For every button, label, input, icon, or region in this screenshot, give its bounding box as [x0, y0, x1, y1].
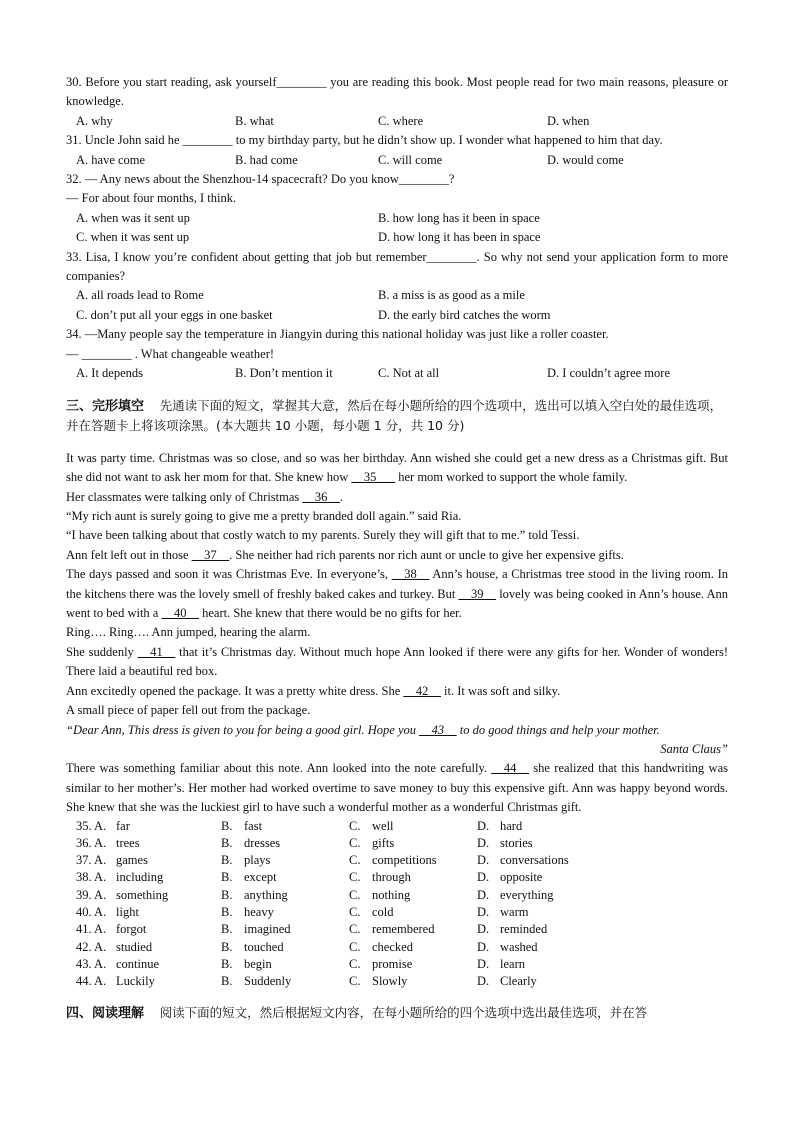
option-c: well — [372, 818, 394, 833]
passage-text: It was party time. Christmas was so close, and so was her birthday. Ann wished she could get a new dress as a Christmas gift. But she did not want to ask her mom for that. She knew how — [66, 450, 728, 485]
section-3-title: 三、完形填空 — [66, 398, 145, 414]
option-letter-c: C. — [349, 870, 361, 885]
q30-option-c: C. where — [378, 113, 424, 128]
option-b: heavy — [244, 905, 274, 920]
option-letter-c: C. — [349, 922, 361, 937]
option-letter-d: D. — [477, 887, 490, 902]
option-c: checked — [372, 939, 413, 954]
question-number: 44. A. — [76, 974, 107, 989]
option-letter-c: C. — [349, 835, 361, 850]
note-text: “Dear Ann, This dress is given to you for being a good girl. Hope you — [66, 722, 420, 737]
section-4-heading — [66, 1003, 728, 1023]
section-4-title: 四、阅读理解 — [66, 1005, 145, 1021]
option-c: remembered — [372, 922, 435, 937]
section-4-instruction: 阅读下面的短文，然后根据短文内容，在每小题所给的四个选项中选出最佳选项，并在答 — [159, 1004, 648, 1020]
option-c: Slowly — [372, 974, 408, 989]
option-b: anything — [244, 887, 288, 902]
q31-option-c: C. will come — [378, 152, 443, 167]
q34-option-b: B. Don’t mention it — [235, 366, 333, 381]
q30-option-a: A. why — [76, 113, 113, 128]
note-text: to do good things and help your mother. — [456, 722, 660, 737]
q31-option-a: A. have come — [76, 152, 146, 167]
option-a: forgot — [116, 922, 147, 937]
option-c: cold — [372, 905, 394, 920]
option-a: something — [116, 887, 169, 902]
passage-text: that it’s Christmas day. Without much hope Ann looked if there were any gifts for her. Wonder of wonders! There laid a beautiful red box. — [66, 644, 729, 679]
passage-paragraph-9 — [66, 682, 728, 701]
q31-option-d: D. would come — [547, 152, 624, 167]
q33-option-c: C. don’t put all your eggs in one basket — [76, 307, 273, 322]
passage-text: heart. She knew that there would be no gifts for her. — [198, 606, 462, 621]
question-32-options-row1 — [66, 209, 728, 228]
option-letter-b: B. — [221, 853, 233, 868]
option-letter-b: B. — [221, 905, 233, 920]
question-31-options — [66, 151, 728, 170]
option-letter-c: C. — [349, 818, 361, 833]
q32-option-a: A. when was it sent up — [76, 210, 190, 225]
q32-option-b: B. how long has it been in space — [378, 210, 540, 225]
passage-text: it. It was soft and silky. — [440, 683, 561, 698]
q30-option-d: D. when — [547, 113, 590, 128]
option-b: fast — [244, 818, 263, 833]
option-b: begin — [244, 956, 272, 971]
option-letter-b: B. — [221, 956, 233, 971]
blank-40: __40__ — [161, 606, 199, 621]
section-3-heading — [66, 396, 728, 437]
question-number: 39. A. — [76, 887, 107, 902]
option-d: hard — [500, 818, 523, 833]
option-d: washed — [500, 939, 538, 954]
passage-text: There was something familiar about this note. Ann looked into the note carefully. — [66, 761, 492, 776]
question-30-options — [66, 112, 728, 131]
question-number: 37. A. — [76, 853, 107, 868]
option-a: far — [116, 818, 130, 833]
santa-signature: Santa Claus” — [660, 741, 728, 756]
passage-text: She suddenly — [66, 644, 138, 659]
options-row — [66, 818, 605, 835]
passage-text: lovely was being cooked in Ann’s house. Ann went to bed with a — [66, 586, 729, 621]
section-3-instruction: 先通读下面的短文，掌握其大意，然后在每小题所给的四个选项中，选出可以填入空白处的最佳选项，并在答题卡上将该项涂黑。(本大题共 10 小题，每小题 1 分，共 10 分) — [66, 397, 723, 433]
option-letter-d: D. — [477, 818, 490, 833]
blank-35: __35___ — [351, 470, 396, 485]
q33-option-a: A. all roads lead to Rome — [76, 288, 204, 303]
question-32-stem: 32. — Any news about the Shenzhou-14 spacecraft? Do you know________? — [66, 172, 455, 187]
option-d: Clearly — [500, 974, 537, 989]
option-letter-c: C. — [349, 887, 361, 902]
passage-text: . — [339, 489, 344, 504]
question-number: 41. A. — [76, 922, 107, 937]
blank-36: __36__ — [302, 489, 340, 504]
option-letter-b: B. — [221, 818, 233, 833]
question-number: 35. A. — [76, 818, 107, 833]
option-letter-c: C. — [349, 905, 361, 920]
option-letter-b: B. — [221, 835, 233, 850]
option-d: warm — [500, 905, 529, 920]
option-letter-d: D. — [477, 922, 490, 937]
option-b: dresses — [244, 835, 281, 850]
option-b: imagined — [244, 922, 291, 937]
q30-option-b: B. what — [235, 113, 274, 128]
option-c: promise — [372, 956, 413, 971]
passage-paragraph-1 — [66, 449, 728, 488]
option-letter-d: D. — [477, 905, 490, 920]
blank-38: __38__ — [391, 567, 430, 582]
question-33-options-row2 — [66, 306, 728, 325]
question-32-options-row2 — [66, 228, 728, 247]
option-d: learn — [500, 956, 525, 971]
blank-39: __39__ — [458, 586, 497, 601]
option-d: conversations — [500, 853, 569, 868]
question-33-options-row1 — [66, 286, 728, 305]
passage-paragraph-3: “My rich aunt is surely going to give me a pretty branded doll again.” said Ria. — [66, 509, 462, 524]
passage-paragraph-10: A small piece of paper fell out from the package. — [66, 703, 311, 718]
q32-option-d: D. how long it has been in space — [378, 230, 541, 245]
passage-text: Her classmates were talking only of Christmas — [66, 489, 303, 504]
question-32-reply: — For about four months, I think. — [66, 191, 237, 206]
option-letter-d: D. — [477, 974, 490, 989]
q31-option-b: B. had come — [235, 152, 298, 167]
q34-option-d: D. I couldn’t agree more — [547, 366, 670, 381]
santa-note — [66, 721, 728, 740]
question-34-options — [66, 364, 728, 383]
option-a: continue — [116, 956, 160, 971]
question-number: 42. A. — [76, 939, 107, 954]
exam-page — [66, 73, 728, 1023]
option-letter-d: D. — [477, 956, 490, 971]
option-letter-d: D. — [477, 835, 490, 850]
option-c: nothing — [372, 887, 411, 902]
option-letter-d: D. — [477, 870, 490, 885]
option-a: light — [116, 905, 139, 920]
question-33-stem: 33. Lisa, I know you’re confident about getting that job but remember________. So why not send your application form to more companies? — [66, 249, 728, 284]
passage-paragraph-7: Ring…. Ring…. Ann jumped, hearing the alarm. — [66, 625, 311, 640]
option-letter-b: B. — [221, 887, 233, 902]
passage-text: The days passed and soon it was Christmas Eve. In everyone’s, — [66, 567, 392, 582]
q34-option-c: C. Not at all — [378, 366, 440, 381]
q32-option-c: C. when it was sent up — [76, 230, 190, 245]
option-letter-d: D. — [477, 853, 490, 868]
passage-paragraph-2 — [66, 488, 728, 507]
passage-text: her mom worked to support the whole family. — [395, 470, 628, 485]
option-letter-b: B. — [221, 922, 233, 937]
option-d: stories — [500, 835, 533, 850]
blank-44: __44__ — [491, 761, 529, 776]
option-d: reminded — [500, 922, 548, 937]
option-d: opposite — [500, 870, 543, 885]
options-row — [66, 921, 605, 938]
passage-text: Ann felt left out in those — [66, 547, 192, 562]
passage-text: . She neither had rich parents nor rich aunt or uncle to give her expensive gifts. — [229, 547, 624, 562]
question-30-stem: 30. Before you start reading, ask yourself________ you are reading this book. Most people read for two main reasons, pleasure or knowledge. — [66, 75, 728, 109]
option-letter-c: C. — [349, 974, 361, 989]
option-a: Luckily — [116, 974, 155, 989]
option-letter-d: D. — [477, 939, 490, 954]
passage-text: Ann’s house, a Christmas tree stood in the living room. In the kitchens there was the lovely smell of freshly baked cakes and turkey. But — [66, 567, 728, 601]
options-row — [66, 869, 605, 886]
option-letter-b: B. — [221, 870, 233, 885]
q34-option-a: A. It depends — [76, 366, 143, 381]
options-row — [66, 939, 605, 956]
option-c: through — [372, 870, 411, 885]
option-b: Suddenly — [244, 974, 292, 989]
passage-text: Ann excitedly opened the package. It was a pretty white dress. She — [66, 683, 404, 698]
question-31-stem: 31. Uncle John said he ________ to my birthday party, but he didn’t show up. I wonder what happened to him that day. — [66, 133, 663, 148]
option-letter-c: C. — [349, 939, 361, 954]
q33-option-d: D. the early bird catches the worm — [378, 307, 551, 322]
option-a: studied — [116, 939, 153, 954]
passage-paragraph-5 — [66, 546, 728, 565]
options-row — [66, 956, 605, 973]
option-letter-c: C. — [349, 956, 361, 971]
option-b: touched — [244, 939, 284, 954]
blank-42: __42__ — [403, 683, 441, 698]
options-row — [66, 904, 605, 921]
option-d: everything — [500, 887, 554, 902]
question-number: 40. A. — [76, 905, 107, 920]
blank-41: __41__ — [137, 644, 176, 659]
passage-paragraph-6 — [66, 565, 728, 623]
passage-paragraph-11 — [66, 759, 728, 817]
option-a: games — [116, 853, 148, 868]
option-c: competitions — [372, 853, 437, 868]
cloze-options-body — [66, 818, 605, 991]
option-a: including — [116, 870, 164, 885]
options-row — [66, 835, 605, 852]
question-34-stem: 34. —Many people say the temperature in Jiangyin during this national holiday was just like a roller coaster. — [66, 327, 609, 342]
options-row — [66, 852, 605, 869]
passage-paragraph-4: “I have been talking about that costly watch to my parents. Surely they will gift that to me.” told Tessi. — [66, 528, 580, 543]
cloze-options-table — [66, 818, 605, 991]
passage-paragraph-8 — [66, 643, 728, 682]
blank-43: __43__ — [419, 722, 457, 737]
q33-option-b: B. a miss is as good as a mile — [378, 288, 525, 303]
blank-37: __37__ — [191, 547, 230, 562]
option-b: except — [244, 870, 277, 885]
option-b: plays — [244, 853, 271, 868]
option-letter-c: C. — [349, 853, 361, 868]
question-number: 38. A. — [76, 870, 107, 885]
option-c: gifts — [372, 835, 395, 850]
passage-text: she realized that this handwriting was similar to her mother’s. Her mother had worked overtime to save money to buy this expensive gift. Ann was happy beyond words. She knew that she was the luckiest girl to have such a wonderful mother as a wonderful Christmas gift. — [66, 761, 728, 815]
option-letter-b: B. — [221, 974, 233, 989]
question-number: 36. A. — [76, 835, 107, 850]
question-number: 43. A. — [76, 956, 107, 971]
option-a: trees — [116, 835, 140, 850]
options-row — [66, 887, 605, 904]
option-letter-b: B. — [221, 939, 233, 954]
options-row — [66, 973, 605, 990]
question-34-reply: — ________ . What changeable weather! — [66, 346, 275, 361]
